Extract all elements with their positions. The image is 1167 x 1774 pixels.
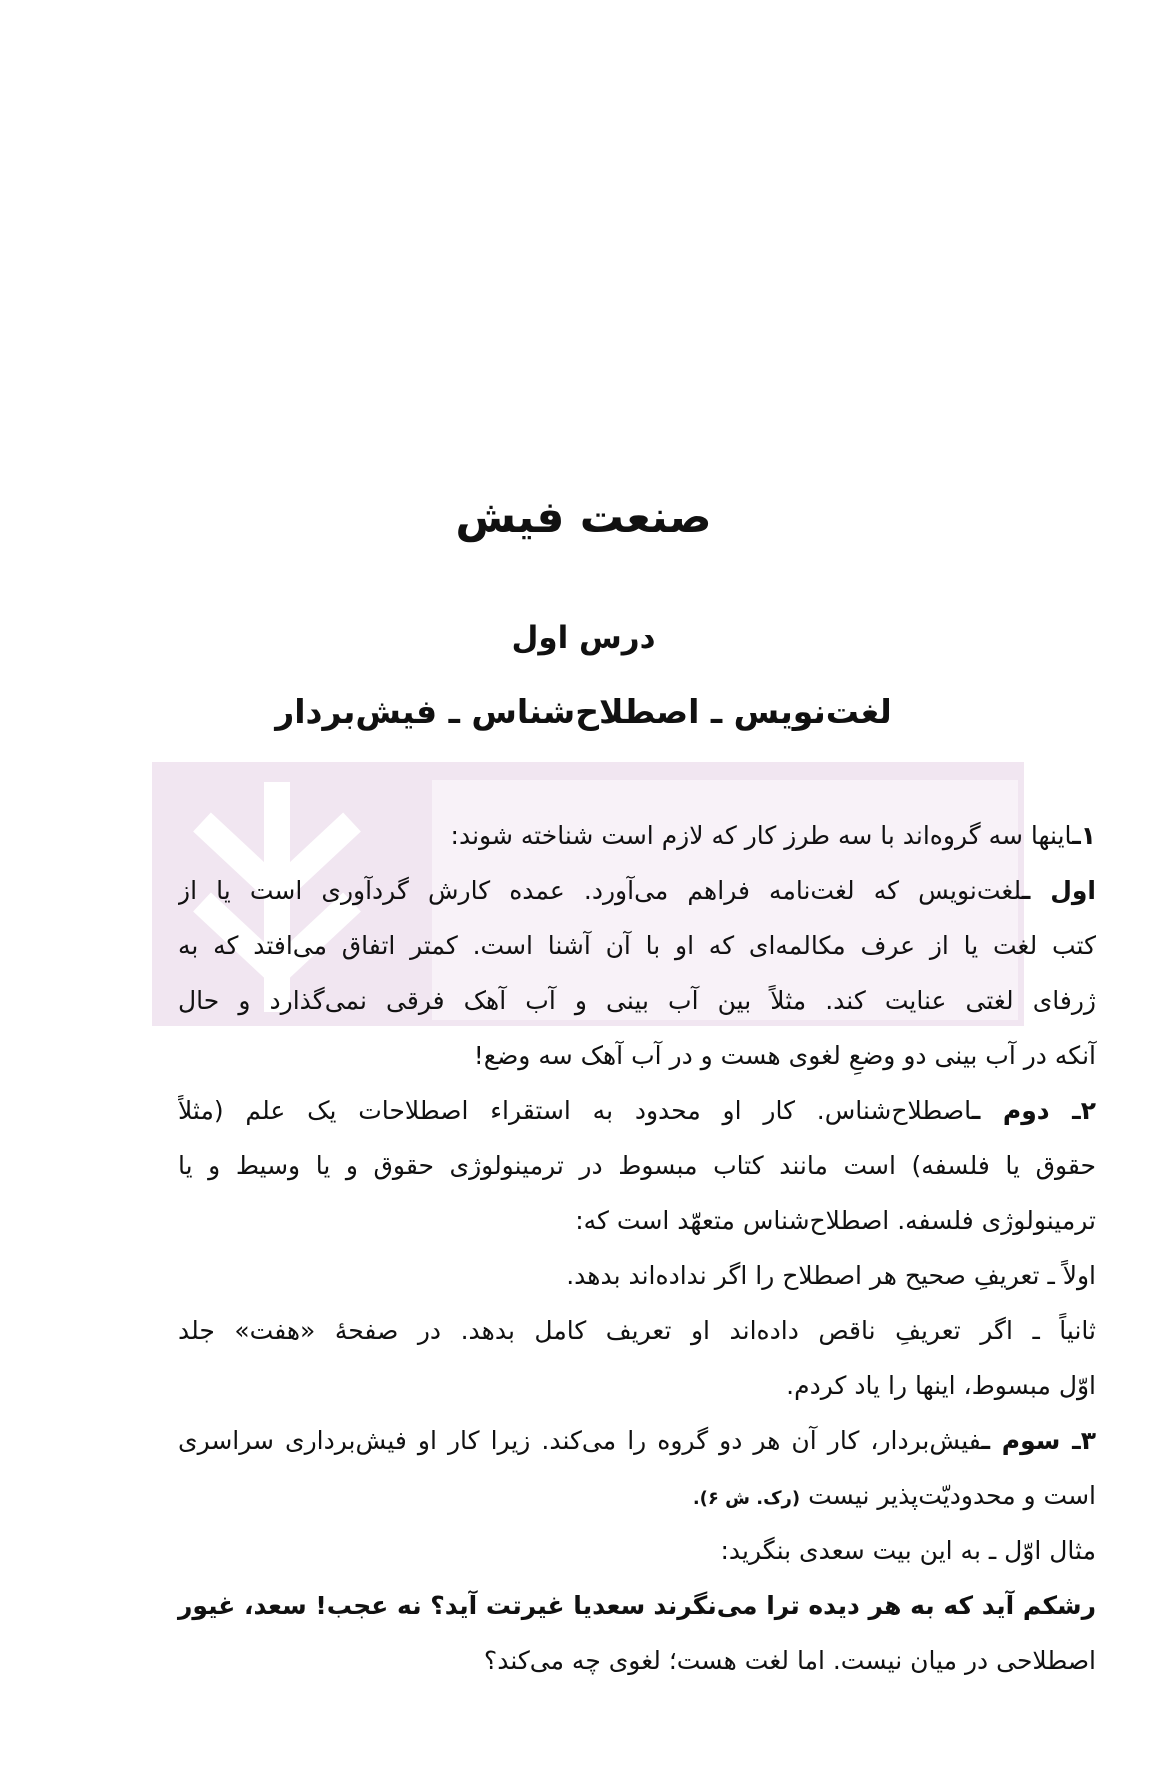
text-line — [178, 1193, 1096, 1248]
line-text: لغت‌نویس که لغت‌نامه فراهم می‌آورد. عمده کارش گردآوری است یا از — [178, 876, 1022, 905]
verse-line — [178, 1578, 1096, 1633]
line-text: اصطلاحی در میان نیست. اما لغت هست؛ لغوی چه می‌کند؟ — [483, 1646, 1096, 1675]
body-text — [178, 808, 1096, 1688]
text-line — [178, 1028, 1096, 1083]
line-text: ژرفای لغتی عنایت کند. مثلاً بین آب بینی و آب آهک فرقی نمی‌گذارد و حال — [178, 986, 1096, 1015]
line-text: مثال اوّل ـ به این بیت سعدی بنگرید: — [720, 1536, 1096, 1565]
text-line — [178, 1358, 1096, 1413]
text-line — [178, 1303, 1096, 1358]
page-title: صنعت فیش — [455, 492, 712, 543]
text-line — [178, 1633, 1096, 1688]
text-line — [178, 1248, 1096, 1303]
item-label: ۳ـ سوم ـ — [981, 1426, 1096, 1455]
text-line — [178, 1468, 1096, 1523]
line-text: است و محدودیّت‌پذیر نیست — [808, 1481, 1096, 1510]
lesson-heading: درس اول — [511, 620, 656, 656]
line-text: حقوق یا فلسفه) است مانند کتاب مبسوط در ترمینولوژی حقوق و یا وسیط و یا — [178, 1151, 1096, 1180]
line-text: اصطلاح‌شناس. کار او محدود به استقراء اصطلاحات یک علم (مثلاً — [178, 1096, 972, 1125]
line-text: آنکه در آب بینی دو وضعِ لغوی هست و در آب آهک سه وضع! — [473, 1041, 1096, 1070]
line-text: ترمینولوژی فلسفه. اصطلاح‌شناس متعهّد است که: — [575, 1206, 1096, 1235]
line-text: فیش‌بردار، کار آن هر دو گروه را می‌کند. زیرا کار او فیش‌برداری سراسری — [178, 1426, 982, 1455]
line-text: ثانیاً ـ اگر تعریفِ ناقص داده‌اند او تعریف کامل بدهد. در صفحهٔ «هفت» جلد — [178, 1316, 1096, 1345]
line-text: اینها سه گروه‌اند با سه طرز کار که لازم است شناخته شوند: — [450, 821, 1073, 850]
text-line — [178, 918, 1096, 973]
verse-hemistich-first: رشکم آید که به هر دیده ترا می‌نگرند — [653, 1591, 1096, 1620]
cross-reference: (رک. ش ۶). — [692, 1488, 801, 1509]
text-line — [178, 1413, 1096, 1468]
item-label: اول ـ — [1021, 876, 1096, 905]
text-line — [178, 973, 1096, 1028]
item-number: ۱ـ — [1072, 821, 1096, 850]
text-line — [178, 1138, 1096, 1193]
line-text: اولاً ـ تعریفِ صحیح هر اصطلاح را اگر نداده‌اند بدهد. — [566, 1261, 1096, 1290]
line-text: اوّل مبسوط، اینها را یاد کردم. — [786, 1371, 1096, 1400]
verse-hemistich-second: سعدیا غیرتت آید؟ نه عجب! سعد، غیور — [178, 1591, 646, 1620]
text-line — [178, 863, 1096, 918]
text-line — [178, 808, 1096, 863]
text-line — [178, 1523, 1096, 1578]
lesson-subtitle: لغت‌نویس ـ اصطلاح‌شناس ـ فیش‌بردار — [275, 692, 892, 731]
line-text: کتب لغت یا از عرف مکالمه‌ای که او با آن آشنا است. کمتر اتفاق می‌افتد که به — [178, 931, 1096, 960]
item-label: ۲ـ دوم ـ — [971, 1096, 1096, 1125]
text-line — [178, 1083, 1096, 1138]
